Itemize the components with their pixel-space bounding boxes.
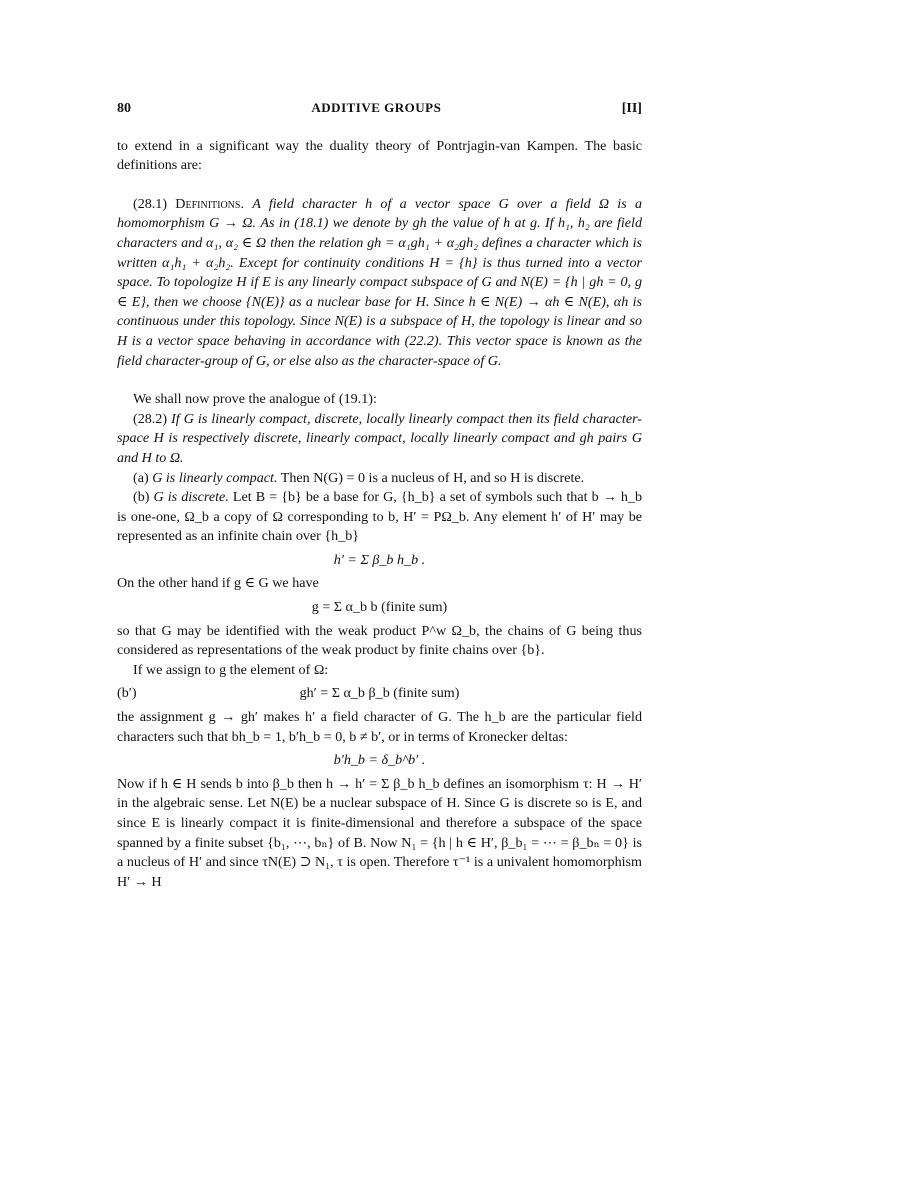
final-paragraph: Now if h ∈ H sends b into β_b then h → h′ = Σ β_b h_b defines an isomorphism τ: H → H′ in the algebraic sense. Let N(E) be a nuclear subspace of H. Since G is discrete so is E, and since E is linearly compact it is finite-dimensional and therefore a subspace of the space spanned by a finite subset {b₁, ⋯, bₙ} of B. Now N₁ = {h | h ∈ H′, β_b₁ = ⋯ = β_bₙ = 0} is a nucleus of H′ and since τN(E) ⊃ N₁, τ is open. Therefore τ⁻¹ is a univalent homomorphism H′ → H xyxy=(117,775,642,890)
definition-paragraph xyxy=(117,195,642,371)
case-a-condition: G is linearly compact. xyxy=(152,469,278,486)
definition-text: A field character h of a vector space G over a field Ω is a homomorphism G → Ω. As in (18.1) we denote by gh the value of h at g. If h₁, h₂ are field characters and α₁, α₂ ∈ Ω then the relation gh = α₁gh₁ + α₂gh₂ defines a character which is written α₁h₁ + α₂h₂. Except for continuity conditions H = {h} is thus turned into a vector space. To topologize H if E is any linearly compact subspace of G and N(E) = {h | gh = 0, g ∈ E}, then we choose {N(E)} as a nuclear base for H. Since h ∈ N(E) → αh ∈ N(E), αh is continuous under this topology. Since N(E) is a subspace of H, the topology is linear and so H is a vector space behaving in accordance with (22.2). This vector space is known as the field character-group of G, or else also as the character-space of G. xyxy=(117,195,642,369)
intro-paragraph: to extend in a significant way the duality theory of Pontrjagin-van Kampen. The basic definitions are: xyxy=(117,137,642,174)
assign-paragraph: If we assign to g the element of Ω: xyxy=(133,661,329,678)
section-marker: [II] xyxy=(621,101,642,116)
case-b-text: Let B = {b} be a base for G, {h_b} a set of symbols such that b → h_b is one-one, Ω_b a copy of Ω corresponding to b, H′ = PΩ_b. Any element h′ of H′ may be represented as an infinite chain over {h_b} xyxy=(117,489,642,545)
case-b-label: (b) xyxy=(133,489,150,506)
equation-label: (b′) xyxy=(117,685,137,702)
theorem-number: (28.2) xyxy=(133,410,168,427)
page-number: 80 xyxy=(117,101,131,116)
equation-chain: h′ = Σ β_b h_b . xyxy=(333,551,426,568)
case-a-label: (a) xyxy=(133,469,149,486)
running-title: ADDITIVE GROUPS xyxy=(311,100,442,115)
case-a-paragraph xyxy=(117,469,642,489)
case-b-paragraph xyxy=(117,488,642,547)
page-header xyxy=(117,98,642,119)
other-hand-paragraph: On the other hand if g ∈ G we have xyxy=(117,575,319,592)
weak-product-paragraph: so that G may be identified with the weak product P^w Ω_b, the chains of G being thus considered as representations of the weak product by finite chains over {b}. xyxy=(117,622,642,659)
theorem-text: If G is linearly compact, discrete, locally linearly compact then its field character-space H is respectively discrete, linearly compact, locally linearly compact and gh pairs G and H to Ω. xyxy=(117,410,642,466)
equation-b-prime-row xyxy=(117,684,642,704)
case-a-text: Then N(G) = 0 is a nucleus of H, and so H is discrete. xyxy=(280,469,585,486)
definition-label: Definitions. xyxy=(175,195,244,212)
equation-pairing: gh′ = Σ α_b β_b (finite sum) xyxy=(299,685,460,702)
theorem-paragraph xyxy=(117,410,642,469)
prove-paragraph: We shall now prove the analogue of (19.1): xyxy=(133,391,377,408)
case-b-condition: G is discrete. xyxy=(153,489,229,506)
equation-finite-sum: g = Σ α_b b (finite sum) xyxy=(311,599,448,616)
assignment-paragraph: the assignment g → gh′ makes h′ a field character of G. The h_b are the particular field characters such that bh_b = 1, b′h_b = 0, b ≠ b′, or in terms of Kronecker deltas: xyxy=(117,709,642,745)
equation-kronecker: b′h_b = δ_b^b′ . xyxy=(333,752,426,769)
page xyxy=(117,98,642,892)
definition-number: (28.1) xyxy=(133,195,168,212)
